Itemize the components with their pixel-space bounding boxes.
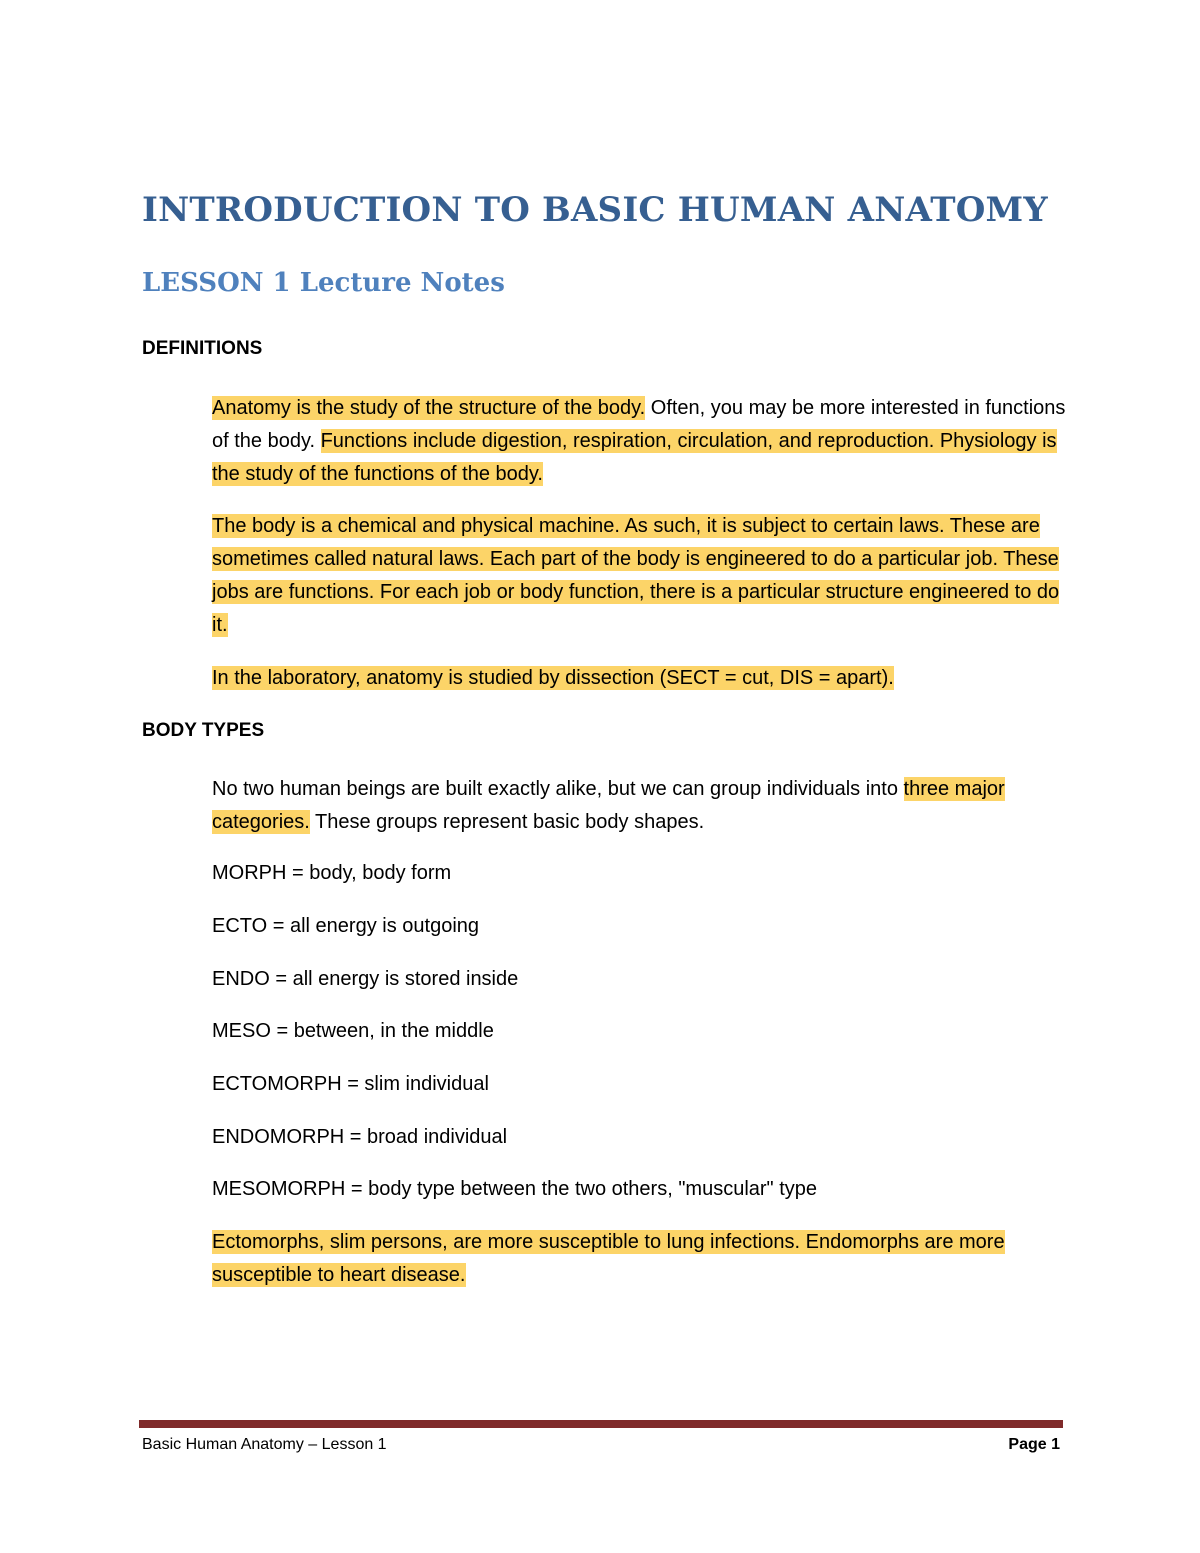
term-ectomorph: ECTOMORPH = slim individual bbox=[212, 1073, 489, 1095]
definitions-paragraph-1 bbox=[212, 392, 1074, 491]
section-heading-body-types: BODY TYPES bbox=[142, 720, 265, 741]
term-morph: MORPH = body, body form bbox=[212, 862, 452, 884]
term-meso: MESO = between, in the middle bbox=[212, 1020, 494, 1042]
highlighted-text: Ectomorphs, slim persons, are more susceptible to lung infections. Endomorphs are more susceptible to heart disease. bbox=[212, 1231, 1005, 1286]
paragraph-text: These groups represent basic body shapes. bbox=[309, 811, 705, 833]
section-heading-definitions: DEFINITIONS bbox=[142, 338, 263, 359]
paragraph-text: No two human beings are built exactly alike, but we can group individuals into bbox=[212, 778, 904, 800]
body-types-intro bbox=[212, 773, 1074, 839]
highlighted-text: Functions include digestion, respiration, circulation, and reproduction. Physiology is the study of the functions of the body. bbox=[212, 430, 1057, 485]
page-subtitle: LESSON 1 Lecture Notes bbox=[142, 268, 505, 298]
term-endo: ENDO = all energy is stored inside bbox=[212, 968, 519, 990]
definitions-paragraph-2 bbox=[212, 510, 1074, 642]
page-title: INTRODUCTION TO BASIC HUMAN ANATOMY bbox=[142, 190, 1048, 230]
definitions-paragraph-3 bbox=[212, 662, 1074, 695]
term-ecto: ECTO = all energy is outgoing bbox=[212, 915, 480, 937]
highlighted-text: In the laboratory, anatomy is studied by dissection (SECT = cut, DIS = apart). bbox=[212, 667, 894, 689]
paragraph-text: Often, you may be more interested in functions of the body. bbox=[212, 397, 1066, 452]
footer-page-number: Page 1 bbox=[1008, 1436, 1060, 1453]
term-mesomorph: MESOMORPH = body type between the two others, "muscular" type bbox=[212, 1178, 818, 1200]
footer-divider bbox=[139, 1420, 1063, 1428]
body-types-closing bbox=[212, 1226, 1074, 1292]
highlighted-text: Anatomy is the study of the structure of the body. bbox=[212, 397, 646, 419]
term-endomorph: ENDOMORPH = broad individual bbox=[212, 1126, 508, 1148]
highlighted-text: The body is a chemical and physical machine. As such, it is subject to certain laws. These are sometimes called natural laws. Each part of the body is engineered to do a particular job. These jobs are functions. For each job or body function, there is a particular structure engineered to do it. bbox=[212, 515, 1060, 636]
highlighted-text: three major categories. bbox=[212, 778, 1005, 833]
footer-document-title: Basic Human Anatomy – Lesson 1 bbox=[142, 1436, 387, 1453]
